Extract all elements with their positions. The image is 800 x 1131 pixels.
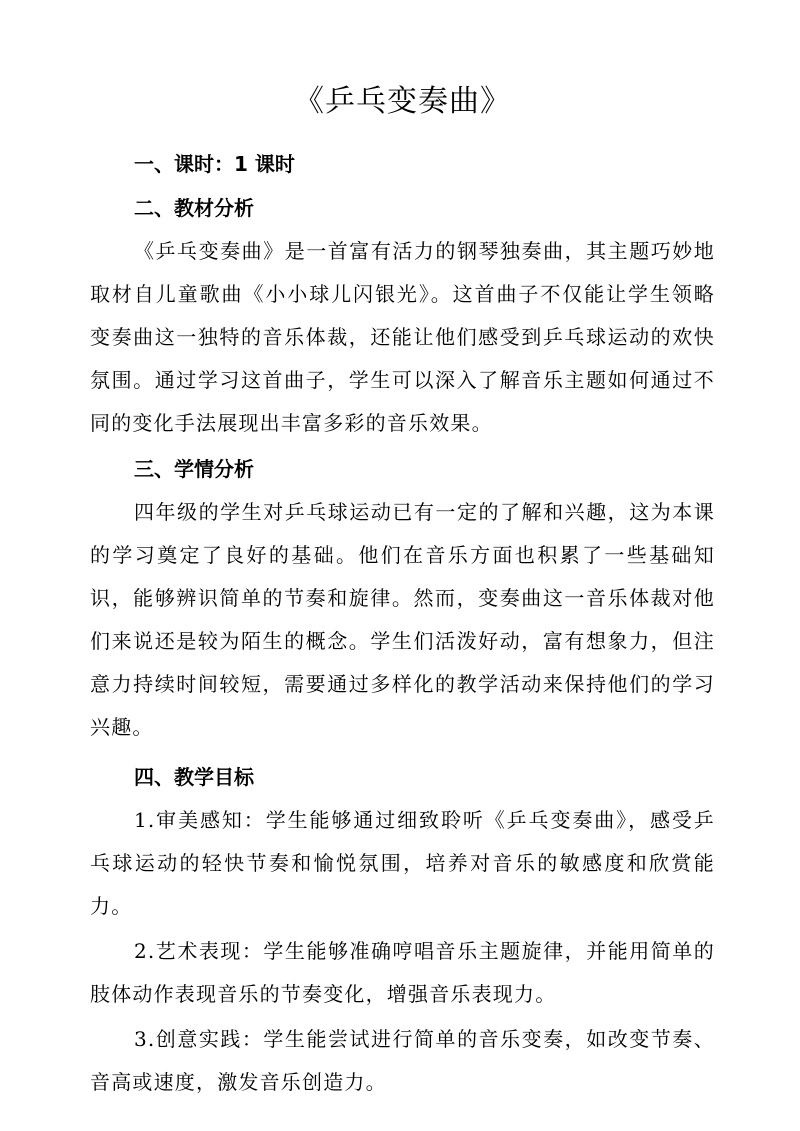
teaching-goal-item: 2.艺术表现：学生能够准确哼唱音乐主题旋律，并能用简单的肢体动作表现音乐的节奏变化，增强音乐表现力。 (90, 939, 715, 1006)
document-title: 《乒乓变奏曲》 (294, 84, 511, 119)
section-heading-material-analysis: 二、教材分析 (134, 196, 254, 220)
teaching-goal-item: 3.创意实践：学生能尝试进行简单的音乐变奏，如改变节奏、音高或速度，激发音乐创造力。 (90, 1027, 715, 1094)
section-heading-student-analysis: 三、学情分析 (134, 457, 254, 481)
section-heading-class-hours: 一、课时：1 课时 (134, 152, 295, 176)
teaching-goal-item: 1.审美感知：学生能够通过细致聆听《乒乓变奏曲》，感受乒乓球运动的轻快节奏和愉悦氛围，培养对音乐的敏感度和欣赏能力。 (90, 808, 715, 918)
document-page (90, 82, 715, 1104)
section-heading-teaching-goals: 四、教学目标 (134, 765, 254, 789)
material-analysis-paragraph: 《乒乓变奏曲》是一首富有活力的钢琴独奏曲，其主题巧妙地取材自儿童歌曲《小小球儿闪银光》。这首曲子不仅能让学生领略变奏曲这一独特的音乐体裁，还能让他们感受到乒乓球运动的欢快氛围。通过学习这首曲子，学生可以深入了解音乐主题如何通过不同的变化手法展现出丰富多彩的音乐效果。 (90, 239, 715, 435)
student-analysis-paragraph: 四年级的学生对乒乓球运动已有一定的了解和兴趣，这为本课的学习奠定了良好的基础。他们在音乐方面也积累了一些基础知识，能够辨识简单的节奏和旋律。然而，变奏曲这一音乐体裁对他们来说还是较为陌生的概念。学生们活泼好动，富有想象力，但注意力持续时间较短，需要通过多样化的教学活动来保持他们的学习兴趣。 (90, 500, 715, 739)
